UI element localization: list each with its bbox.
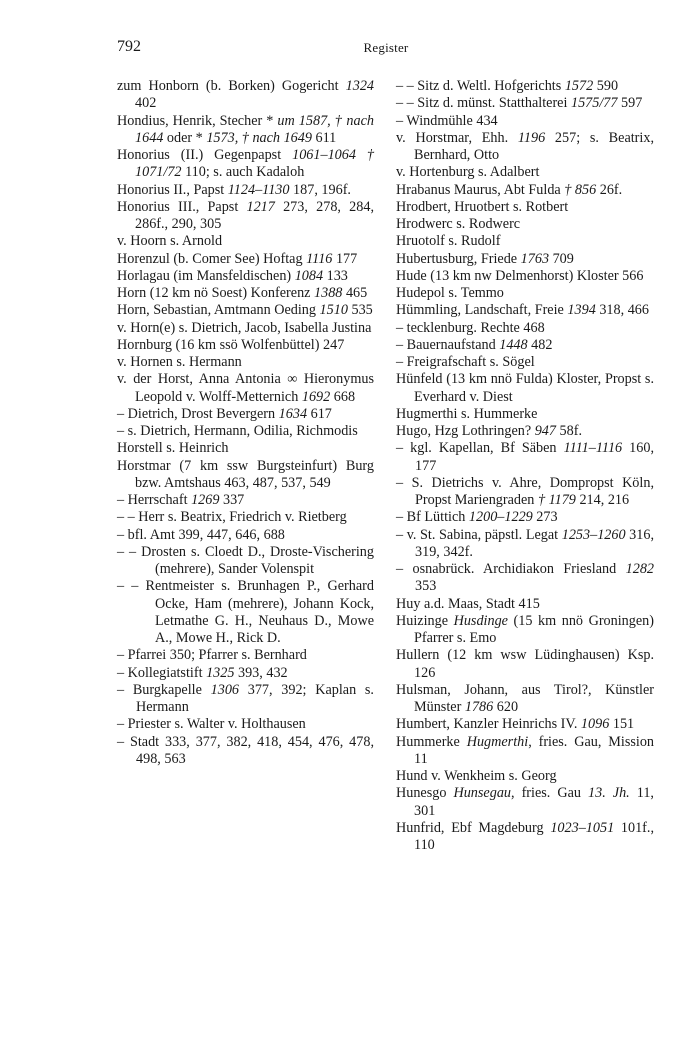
index-entry: – Pfarrei 350; Pfarrer s. Bernhard [117,647,307,664]
index-entry: – S. Dietrichs v. Ahre, Dompropst Köln, Propst Mariengraden † 1179 214, 216 [396,474,654,508]
page-number: 792 [117,38,141,55]
index-entry: Hunfrid, Ebf Magdeburg 1023–1051 101f., 110 [396,819,654,853]
index-entry: Hrabanus Maurus, Abt Fulda † 856 26f. [396,181,623,198]
index-entry: – Windmühle 434 [396,112,498,129]
index-entry: Hullern (12 km wsw Lüdinghausen) Ksp. 126 [396,647,654,681]
index-entry: Hude (13 km nw Delmenhorst) Kloster 566 [396,267,644,284]
index-entry: v. Hoorn s. Arnold [117,233,223,250]
index-entry: – Herrschaft 1269 337 [117,492,245,508]
index-entry: – – Herr s. Beatrix, Friedrich v. Rietberg [117,509,347,526]
index-entry: Hrodwerc s. Rodwerc [396,216,521,232]
index-entry: Honorius II., Papst 1124–1130 187, 196f. [117,181,351,198]
index-entry: v. Horstmar, Ehh. 1196 257; s. Beatrix, Bernhard, Otto [396,129,654,163]
index-entry: – bfl. Amt 399, 447, 646, 688 [117,526,285,543]
index-entry: Huizinge Husdinge (15 km nnö Groningen) Pfarrer s. Emo [396,612,654,646]
index-entry: Hugo, Hzg Lothringen? 947 58f. [396,423,582,439]
index-entry: Horstell s. Heinrich [117,440,229,457]
index-entry: – Priester s. Walter v. Holthausen [117,716,306,733]
index-entry: Hornburg (16 km ssö Wolfenbüttel) 247 [117,336,345,353]
index-entry: Hondius, Henrik, Stecher * um 1587, † nach 1644 oder * 1573, † nach 1649 611 [117,112,374,146]
index-entry: – Dietrich, Drost Bevergern 1634 617 [117,405,332,422]
index-entry: – Burgkapelle 1306 377, 392; Kaplan s. Hermann [117,681,374,715]
index-entry: – Stadt 333, 377, 382, 418, 454, 476, 478, 498, 563 [117,733,374,767]
index-entry: – v. St. Sabina, päpstl. Legat 1253–1260 316, 319, 342f. [396,526,654,560]
index-entry: – tecklenburg. Rechte 468 [396,319,545,336]
index-entry: Hünfeld (13 km nnö Fulda) Kloster, Propst s. Everhard v. Diest [396,371,654,405]
index-entry: Honorius (II.) Gegenpapst 1061–1064 † 1071/72 110; s. auch Kadaloh [117,147,375,181]
index-entry: v. Hornen s. Hermann [117,354,242,370]
index-entry: Horn, Sebastian, Amtmann Oeding 1510 535 [117,302,373,319]
index-entry: Hugmerthi s. Hummerke [396,405,538,422]
index-entry: – Bf Lüttich 1200–1229 273 [396,509,558,526]
index-entry: Hruotolf s. Rudolf [396,233,501,250]
index-entry: Hudepol s. Temmo [396,285,504,301]
index-entry: v. Horn(e) s. Dietrich, Jacob, Isabella Justina [117,319,372,336]
index-entry: – – Drosten s. Cloedt D., Droste-Vischering (mehrere), Sander Volenspit [117,543,374,577]
index-entry: – – Sitz d. Weltl. Hofgerichts 1572 590 [396,78,619,94]
index-entry: Huy a.d. Maas, Stadt 415 [396,595,540,612]
index-entry: – s. Dietrich, Hermann, Odilia, Richmodis [117,423,358,439]
index-entry: Horenzul (b. Comer See) Hoftag 1116 177 [117,250,358,267]
running-head: Register [363,40,409,55]
index-entry: Horn (12 km nö Soest) Konferenz 1388 465 [117,285,368,301]
index-entry: – Kollegiatstift 1325 393, 432 [117,664,288,681]
index-entry: – osnabrück. Archidiakon Friesland 1282 353 [396,561,654,595]
index-entry: zum Honborn (b. Borken) Gogericht 1324 402 [117,78,374,112]
index-entry: – – Rentmeister s. Brunhagen P., Gerhard Ocke, Ham (mehrere), Johann Kock, Letmathe G. H., Neuhaus D., Mowe A., Mowe H., Rick D. [117,578,374,646]
index-entry: Hubertusburg, Friede 1763 709 [396,250,574,267]
index-column-left [117,78,374,768]
index-entry: Hunesgo Hunsegau, fries. Gau 13. Jh. 11, 301 [396,785,654,819]
index-entry: – – Sitz d. münst. Statthalterei 1575/77 597 [396,95,643,112]
index-entry: Hulsman, Johann, aus Tirol?, Künstler Münster 1786 620 [396,681,654,715]
index-entry: – Bauernaufstand 1448 482 [396,336,553,353]
index-entry: v. Hortenburg s. Adalbert [396,164,540,181]
index-entry: v. der Horst, Anna Antonia ∞ Hieronymus Leopold v. Wolff-Metternich 1692 668 [117,371,374,405]
index-entry: Hrodbert, Hruotbert s. Rotbert [396,198,569,215]
index-entry: Hummerke Hugmerthi, fries. Gau, Mission 11 [396,733,655,767]
index-entry: Horlagau (im Mansfeldischen) 1084 133 [117,267,348,284]
index-entry: Honorius III., Papst 1217 273, 278, 284, 286f., 290, 305 [117,198,374,232]
index-entry: Hund v. Wenkheim s. Georg [396,768,557,784]
index-entry: – Freigrafschaft s. Sögel [396,354,535,370]
index-entry: – kgl. Kapellan, Bf Säben 1111–1116 160, 177 [396,440,655,474]
index-entry: Horstmar (7 km ssw Burgsteinfurt) Burg bzw. Amtshaus 463, 487, 537, 549 [117,457,374,491]
index-entry: Hümmling, Landschaft, Freie 1394 318, 466 [396,302,649,319]
index-column-right [396,78,654,854]
index-entry: Humbert, Kanzler Heinrichs IV. 1096 151 [396,716,635,733]
